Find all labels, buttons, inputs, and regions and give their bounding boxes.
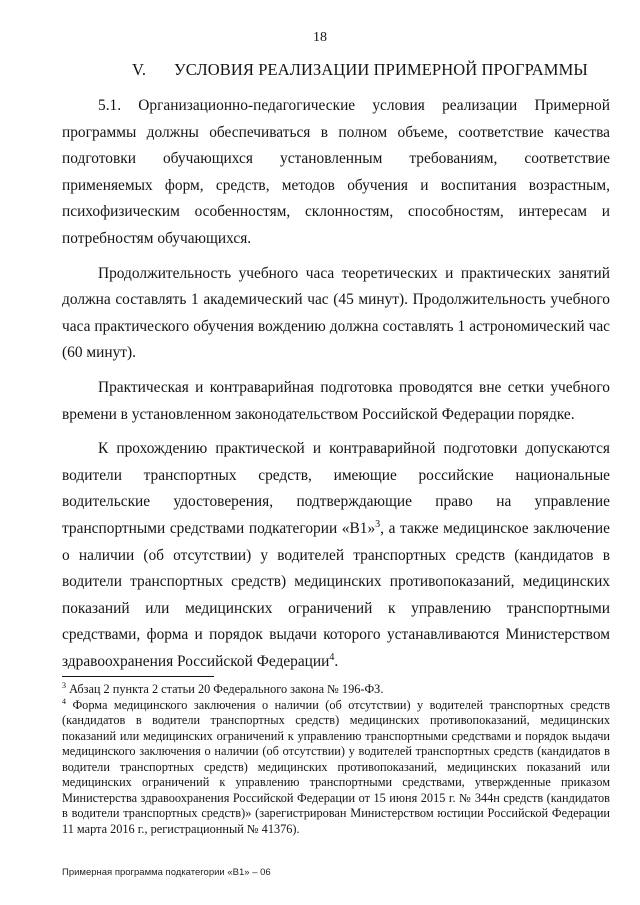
footnote-mark-3: 3 <box>62 680 66 690</box>
footnote-ref-4[interactable]: 4 <box>329 651 335 663</box>
paragraph-lesson-duration: Продолжительность учебного часа теоретических и практических занятий должна составлять 1 академический час (45 минут). Продолжительность учебного часа практического обучения вождению должна составлять 1 астрономический час (60 минут). <box>62 264 610 362</box>
footnote-separator <box>62 676 214 677</box>
footnote-ref-3[interactable]: 3 <box>375 518 381 530</box>
section-number: V. <box>132 60 147 79</box>
paragraph-admission-part1: К прохождению практической и контраварийной подготовки допускаются водители транспортных средств, имеющие российские национальные водительские удостоверения, подтверждающие право на управление транспортными средствами подкатегории «В1» <box>62 440 610 537</box>
footnotes <box>62 682 610 837</box>
paragraph-practical-training: Практическая и контраварийная подготовка проводятся вне сетки учебного времени в установленном законодательством Российской Федерации порядке. <box>62 378 610 423</box>
section-title: УСЛОВИЯ РЕАЛИЗАЦИИ ПРИМЕРНОЙ ПРОГРАММЫ <box>174 60 588 79</box>
section-heading <box>132 60 588 80</box>
footnote-4-text: Форма медицинского заключения о наличии (об отсутствии) у водителей транспортных средств (кандидатов в водители транспортных средств) медицинских противопоказаний, медицинских показаний или медицинских ограничений к управлению транспортными средствами и порядок выдачи медицинского заключения о наличии (об отсутствии) у водителей транспортных средств (кандидатов в водители транспортных средств) медицинских противопоказаний, медицинских показаний или медицинских ограничений к управлению транспортными средствами, утвержденные приказом Министерства здравоохранения Российской Федерации от 15 июня 2015 г. № 344н средств (кандидатов в водители транспортных средств)» (зарегистрирован Министерством юстиции Российской Федерации 11 марта 2016 г., регистрационный № 41376). <box>62 697 610 836</box>
paragraph-admission-part2: , а также медицинское заключение о наличии (об отсутствии) у водителей транспортных средств (кандидатов в водители транспортных средств) медицинских противопоказаний, медицинских показаний или медицинских ограничений к управлению транспортными средствами, форма и порядок выдачи которого устанавливаются Министерством здравоохранения Российской Федерации <box>62 519 610 670</box>
page-number: 18 <box>313 30 327 45</box>
footnote-mark-4: 4 <box>62 696 66 706</box>
footnote-4 <box>62 698 610 838</box>
paragraph-admission <box>62 436 610 675</box>
page-footer: Примерная программа подкатегории «В1» – 06 <box>62 867 271 878</box>
footnote-3 <box>62 682 610 698</box>
paragraph-5-1: 5.1. Организационно-педагогические условия реализации Примерной программы должны обеспечиваться в полном объеме, соответствие качества подготовки обучающихся установленным требованиям, соответствие применяемых форм, средств, методов обучения и воспитания возрастным, психофизическим особенностям, склонностям, способностям, интересам и потребностям обучающихся. <box>62 97 610 247</box>
footnote-3-text: Абзац 2 пункта 2 статьи 20 Федерального закона № 196-ФЗ. <box>66 682 384 696</box>
body-text <box>62 93 610 683</box>
paragraph-admission-part3: . <box>334 652 339 670</box>
